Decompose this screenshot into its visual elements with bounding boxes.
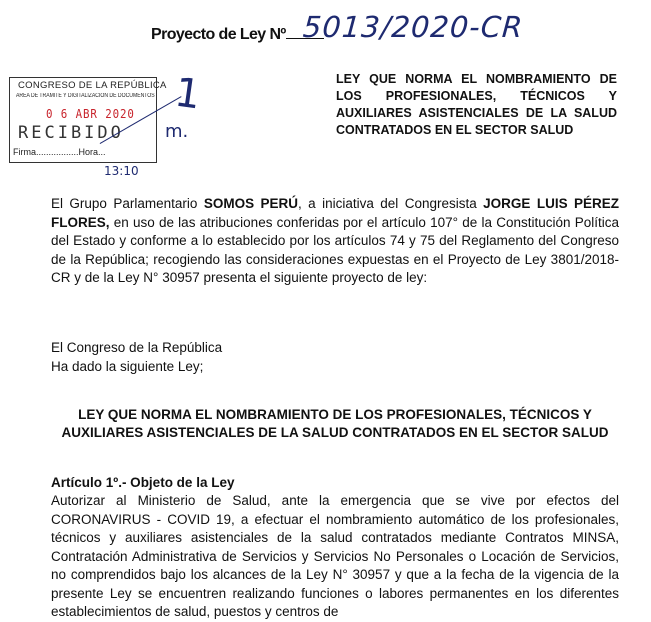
stamp-signature-line: Firma.................Hora... [13, 147, 106, 157]
bill-number-label: Proyecto de Ley Nº [151, 26, 286, 43]
intro-part-2: , a iniciativa del Congresista [298, 196, 484, 211]
handwritten-bill-number: 5013/2020-CR [301, 10, 525, 44]
stamp-department: AREA DE TRAMITE Y DIGITALIZACION DE DOCUMENTOS [16, 93, 155, 99]
stamp-institution: CONGRESO DE LA REPÚBLICA [18, 80, 167, 91]
handwritten-initials: m. [165, 121, 189, 142]
reception-stamp [9, 77, 167, 163]
bill-header [151, 24, 324, 44]
intro-part-1: El Grupo Parlamentario [51, 196, 204, 211]
stamp-status: RECIBIDO [18, 123, 124, 143]
enactment-line-1: El Congreso de la República [51, 340, 223, 355]
parliamentary-group: SOMOS PERÚ [203, 196, 298, 211]
enactment-formula [51, 339, 619, 376]
article-1-title: Artículo 1º.- Objeto de la Ley [51, 475, 235, 490]
article-1-body: Autorizar al Ministerio de Salud, ante la emergencia que se vive por efectos del CORONAVIRUS - COVID 19, a efectuar el nombramiento automático de los profesionales, técnicos y auxiliares asistenciales de la salud contratados mediante Contratos MINSA, Contratación Administrativa de Servicios y Servicios No Personales o Locación de Servicios, no comprendidos bajo los alcances de la Ley N° 30957 y que a la fecha de la vigencia de la presente Ley se encuentren realizando funciones o labores permanentes en los diferentes establecimientos de salud, puestos y centros de [51, 493, 619, 619]
handwritten-time: 13:10 [104, 164, 139, 178]
intro-part-3: en uso de las atribuciones conferidas por el artículo 107° de la Constitución Política del Estado y conforme a lo establecido por los artículos 74 y 75 del Reglamento del Congreso de la República; recogiendo las consideraciones expuestas en el Proyecto de Ley 3801/2018- CR y de la Ley N° 30957 presenta el siguiente proyecto de ley: [51, 214, 619, 285]
intro-paragraph [51, 195, 619, 288]
bill-title: LEY QUE NORMA EL NOMBRAMIENTO DE LOS PROFESIONALES, TÉCNICOS Y AUXILIARES ASISTENCIALES DE LA SALUD CONTRATADOS EN EL SECTOR SALUD [336, 72, 617, 137]
law-title: LEY QUE NORMA EL NOMBRAMIENTO DE LOS PROFESIONALES, TÉCNICOS Y AUXILIARES ASISTENCIALES DE LA SALUD CONTRATADOS EN EL SECTOR SALUD [61, 407, 609, 440]
stamp-date: 0 6 ABR 2020 [46, 107, 135, 121]
handwritten-mark: 1 [171, 69, 204, 119]
enactment-line-2: Ha dado la siguiente Ley; [51, 358, 204, 374]
congressman-name: JORGE LUIS PÉREZ FLORES, [51, 196, 620, 230]
